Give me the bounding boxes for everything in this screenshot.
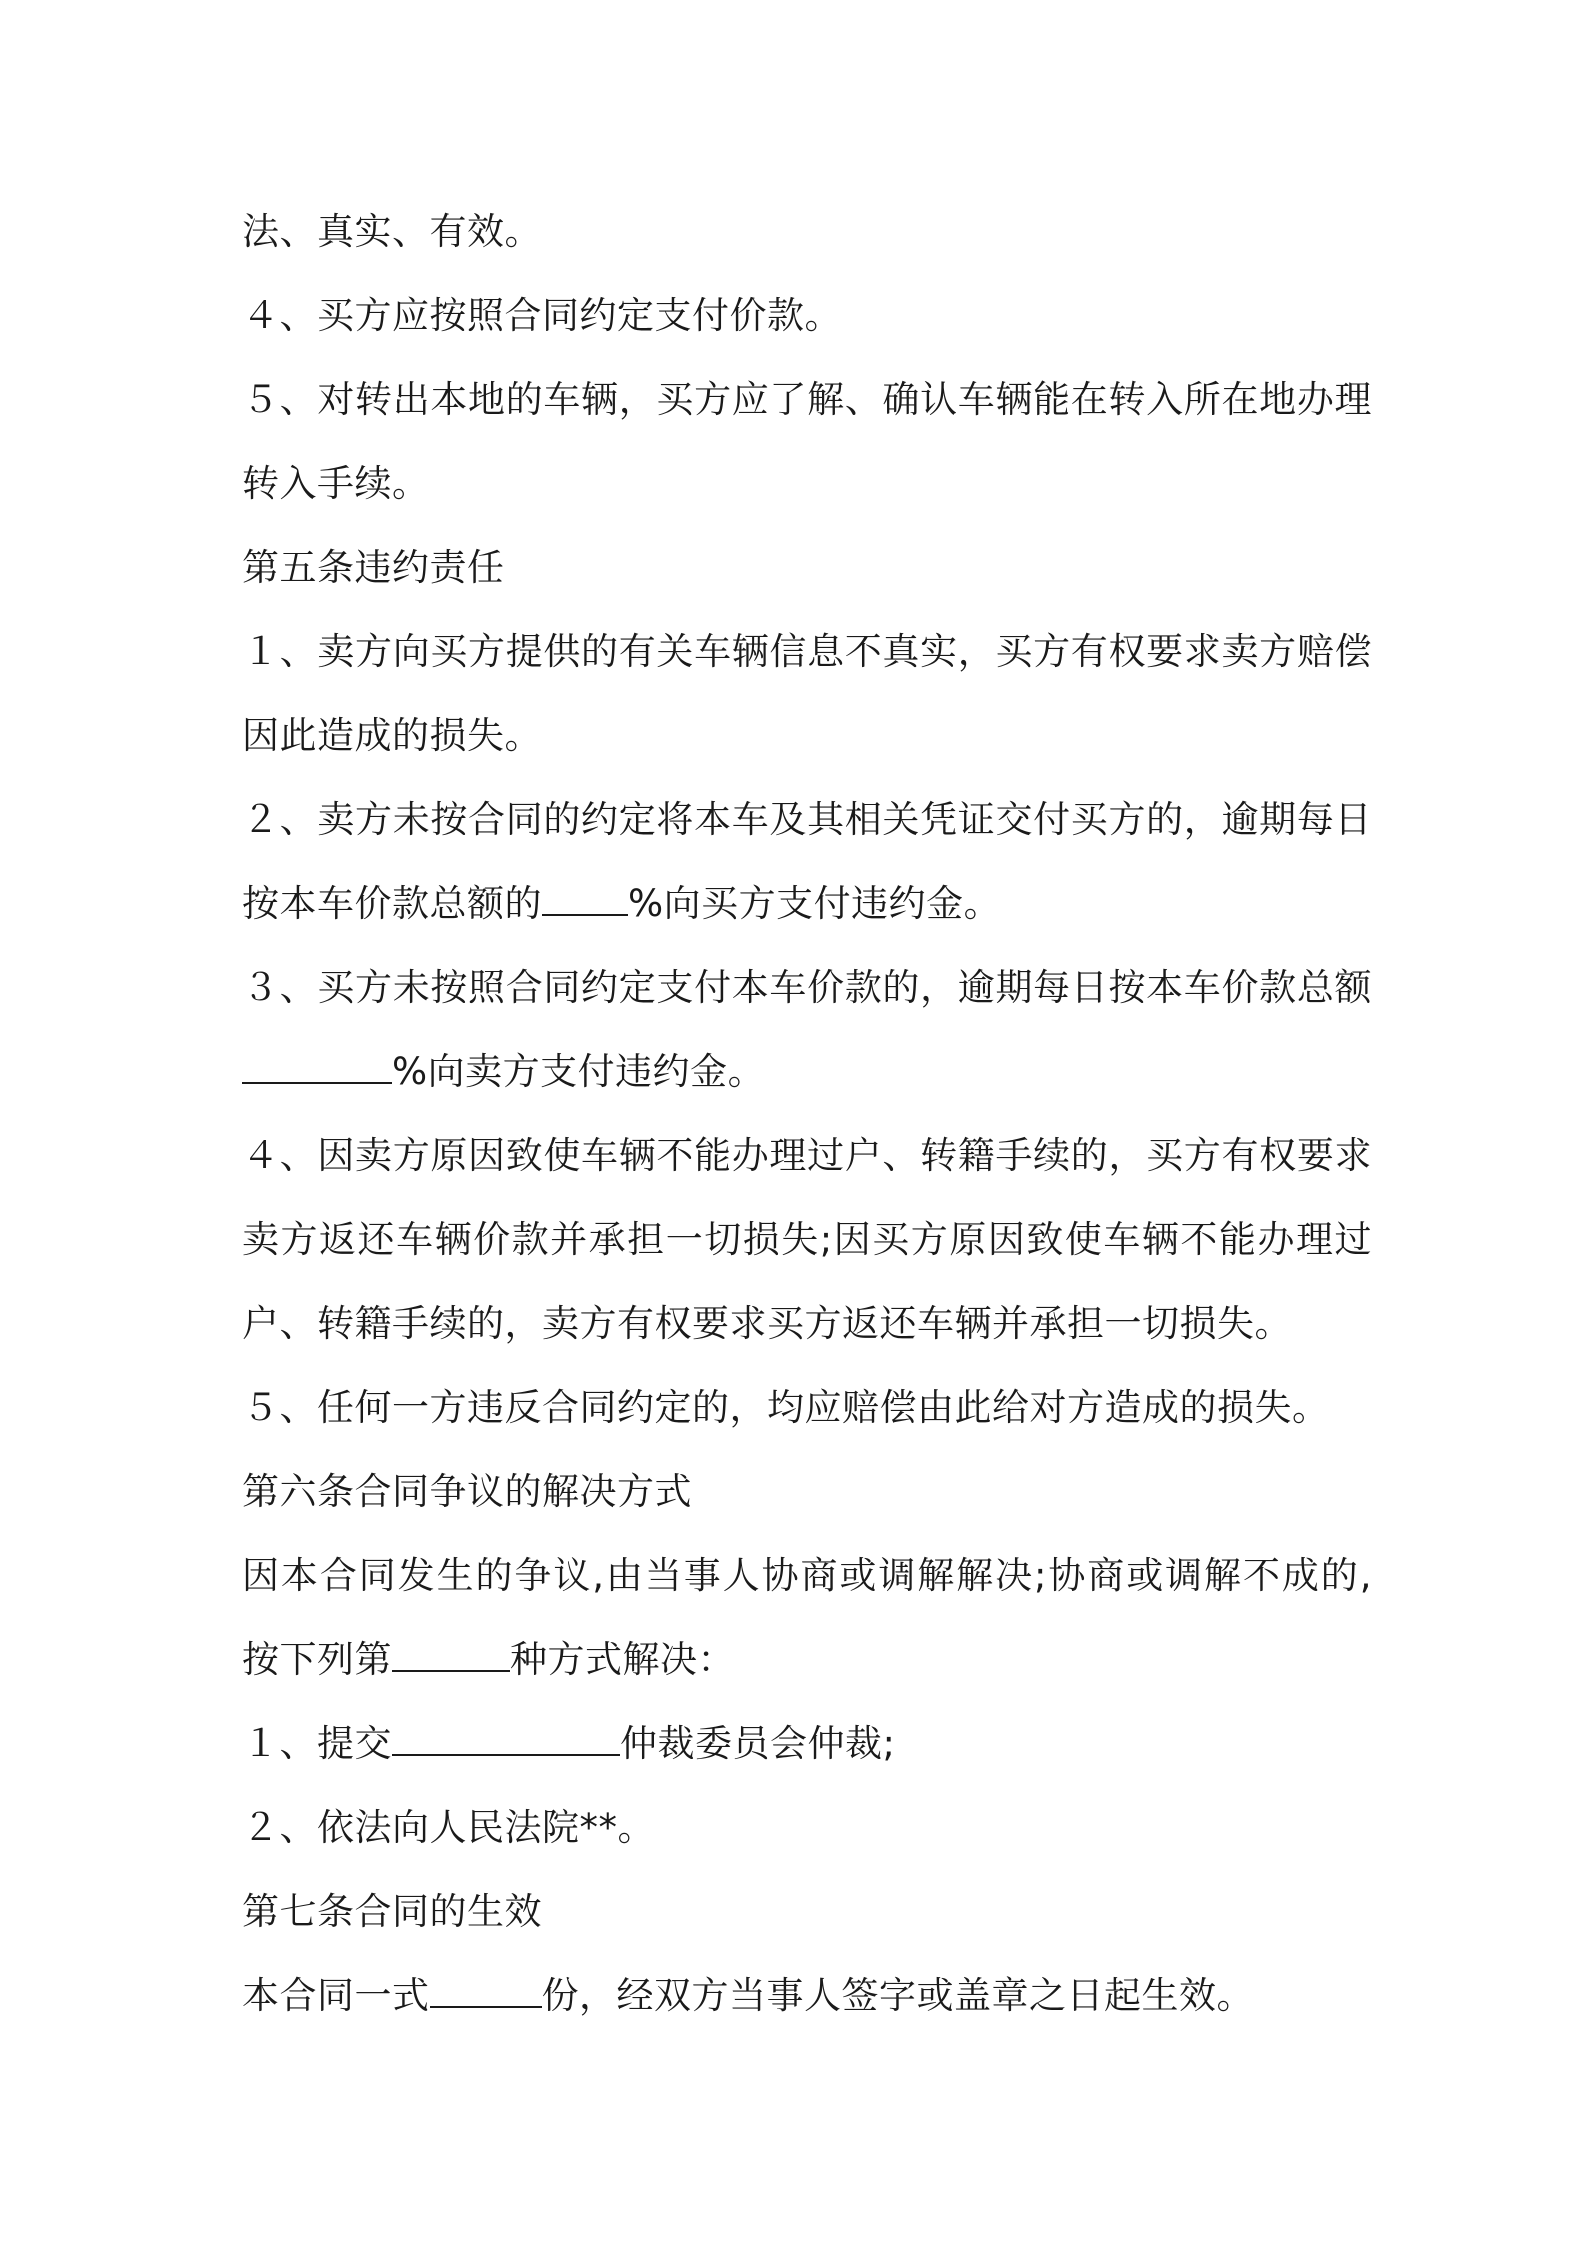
- fill-in-blank[interactable]: [392, 1724, 620, 1756]
- paragraph-line: ４、因卖方原因致使车辆不能办理过户、转籍手续的，买方有权要求: [242, 1134, 1372, 1177]
- paragraph-line: ５、任何一方违反合同约定的，均应赔偿由此给对方造成的损失。: [242, 1386, 1330, 1429]
- paragraph-line: ４、买方应按照合同约定支付价款。: [242, 294, 842, 337]
- paragraph-line: 转入手续。: [242, 462, 430, 505]
- contract-text: [242, 190, 1372, 2038]
- paragraph-line-with-blank: 按本车价款总额的 %向买方支付违约金。: [242, 882, 1002, 925]
- section-heading: 第七条合同的生效: [242, 1890, 542, 1933]
- section-heading: 第五条违约责任: [242, 546, 505, 589]
- paragraph-line: 户、转籍手续的，卖方有权要求买方返还车辆并承担一切损失。: [242, 1302, 1292, 1345]
- paragraph-line: 卖方返还车辆价款并承担一切损失;因买方原因致使车辆不能办理过: [242, 1218, 1372, 1261]
- paragraph-line: 法、真实、有效。: [242, 210, 542, 253]
- paragraph-line-with-blank: １、提交 仲裁委员会仲裁;: [242, 1722, 896, 1765]
- fill-in-blank[interactable]: [430, 1976, 542, 2008]
- fill-in-blank[interactable]: [242, 1052, 392, 1084]
- paragraph-line: ２、卖方未按合同的约定将本车及其相关凭证交付买方的，逾期每日: [242, 798, 1372, 841]
- fill-in-blank[interactable]: [392, 1640, 510, 1672]
- fill-in-blank[interactable]: [542, 884, 628, 916]
- paragraph-line: １、卖方向买方提供的有关车辆信息不真实，买方有权要求卖方赔偿: [242, 630, 1372, 673]
- paragraph-line-with-blank: 本合同一式 份，经双方当事人签字或盖章之日起生效。: [242, 1974, 1254, 2017]
- paragraph-line: ５、对转出本地的车辆，买方应了解、确认车辆能在转入所在地办理: [242, 378, 1372, 421]
- paragraph-line-with-blank: %向卖方支付违约金。: [242, 1030, 1372, 1114]
- paragraph-line: 因本合同发生的争议,由当事人协商或调解解决;协商或调解不成的,: [242, 1554, 1372, 1597]
- paragraph-line: ２、依法向人民法院**。: [242, 1806, 655, 1849]
- paragraph-line: ３、买方未按照合同约定支付本车价款的，逾期每日按本车价款总额: [242, 966, 1372, 1009]
- paragraph-line-with-blank: 按下列第 种方式解决：: [242, 1638, 735, 1681]
- paragraph-line: 因此造成的损失。: [242, 714, 542, 757]
- section-heading: 第六条合同争议的解决方式: [242, 1470, 692, 1513]
